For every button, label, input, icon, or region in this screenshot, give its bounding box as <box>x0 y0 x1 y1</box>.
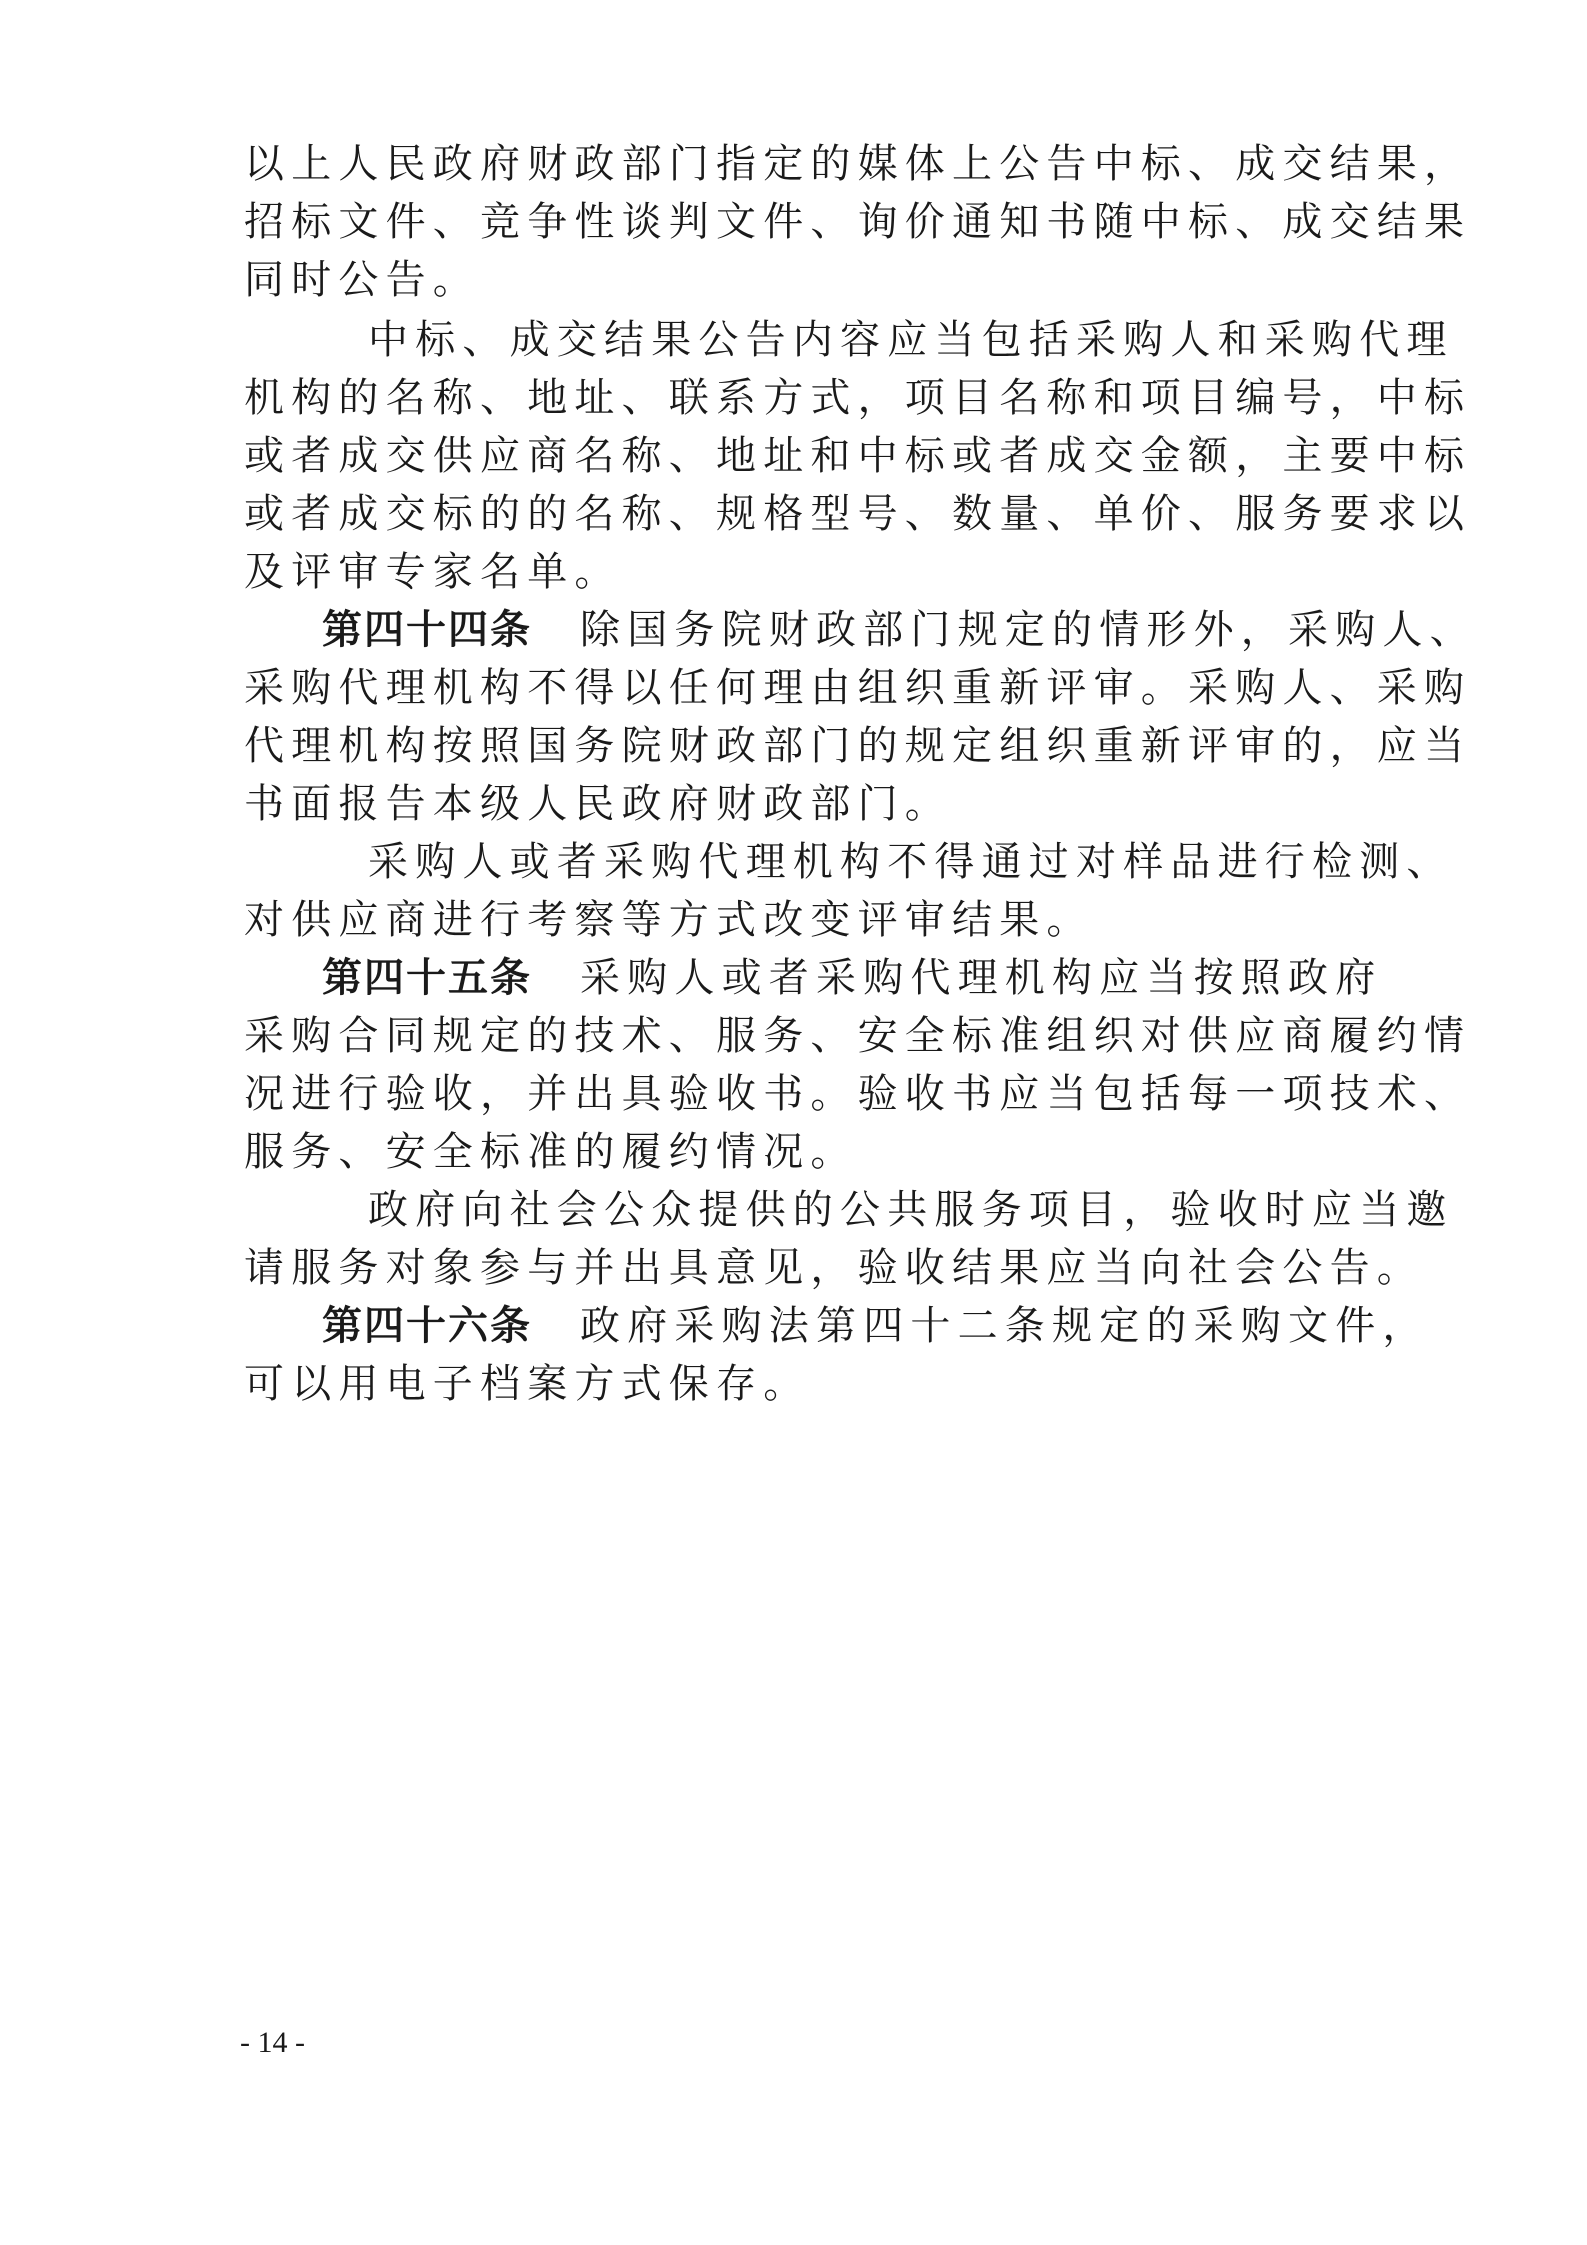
paragraph-text: 政府采购法第四十二条规定的采购文件， <box>580 1303 1430 1349</box>
paragraph-line: 政府向社会公众提供的公共服务项目，验收时应当邀 <box>368 1187 1454 1233</box>
paragraph-line: 况进行验收，并出具验收书。验收书应当包括每一项技术、 <box>244 1071 1472 1117</box>
paragraph-line: 以上人民政府财政部门指定的媒体上公告中标、成交结果， <box>244 141 1472 187</box>
paragraph-line: 及评审专家名单。 <box>244 549 622 595</box>
article-46-line <box>322 1302 1430 1350</box>
paragraph-text: 采购人或者采购代理机构应当按照政府 <box>580 955 1383 1001</box>
paragraph-line: 或者成交供应商名称、地址和中标或者成交金额，主要中标 <box>244 433 1472 479</box>
paragraph-line: 采购人或者采购代理机构不得通过对样品进行检测、 <box>368 839 1454 885</box>
paragraph-line: 服务、安全标准的履约情况。 <box>244 1129 858 1175</box>
page-number: - 14 - <box>240 2026 305 2059</box>
paragraph-line: 可以用电子档案方式保存。 <box>244 1361 811 1407</box>
article-heading: 第四十四条 <box>322 607 532 653</box>
article-44-line <box>322 606 1477 654</box>
paragraph-line: 同时公告。 <box>244 257 480 303</box>
article-heading: 第四十五条 <box>322 955 532 1001</box>
paragraph-line: 代理机构按照国务院财政部门的规定组织重新评审的，应当 <box>244 723 1472 769</box>
paragraph-line: 对供应商进行考察等方式改变评审结果。 <box>244 897 1094 943</box>
paragraph-line: 招标文件、竞争性谈判文件、询价通知书随中标、成交结果 <box>244 199 1472 245</box>
paragraph-line: 机构的名称、地址、联系方式，项目名称和项目编号，中标 <box>244 375 1472 421</box>
paragraph-line: 采购代理机构不得以任何理由组织重新评审。采购人、采购 <box>244 665 1472 711</box>
paragraph-line: 请服务对象参与并出具意见，验收结果应当向社会公告。 <box>244 1245 1424 1291</box>
paragraph-text: 除国务院财政部门规定的情形外，采购人、 <box>580 607 1477 653</box>
paragraph-line: 书面报告本级人民政府财政部门。 <box>244 781 952 827</box>
article-45-line <box>322 954 1382 1002</box>
paragraph-line: 采购合同规定的技术、服务、安全标准组织对供应商履约情 <box>244 1013 1472 1059</box>
article-heading: 第四十六条 <box>322 1303 532 1349</box>
paragraph-line: 中标、成交结果公告内容应当包括采购人和采购代理 <box>368 317 1454 363</box>
paragraph-line: 或者成交标的的名称、规格型号、数量、单价、服务要求以 <box>244 491 1472 537</box>
